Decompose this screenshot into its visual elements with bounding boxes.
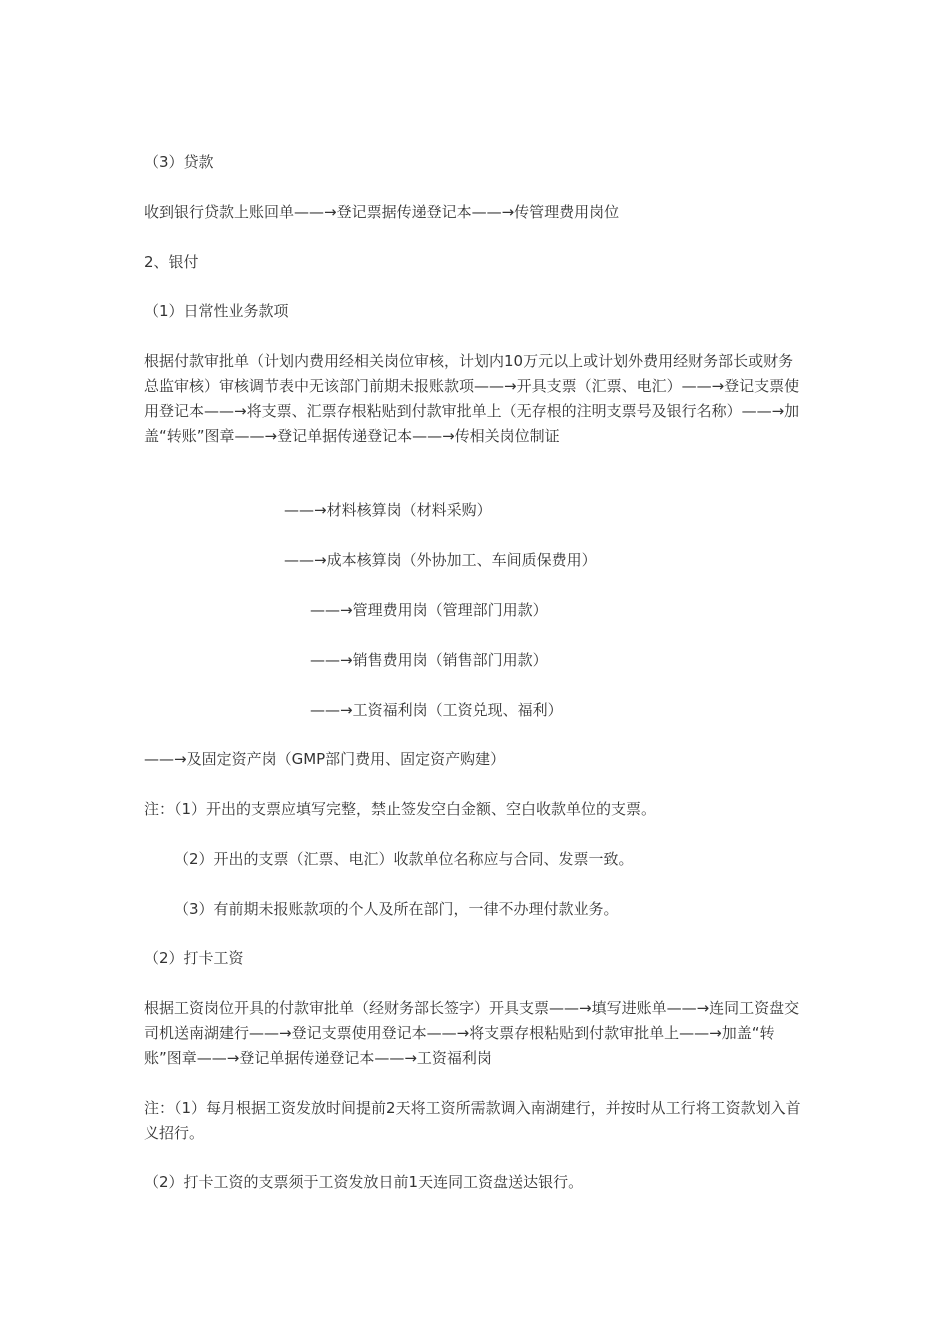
note-payroll-1: 注：（1）每月根据工资发放时间提前2天将工资所需款调入南湖建行，并按时从工行将工资款划入首义招行。 [144,1099,801,1142]
daily-flow: 根据付款审批单（计划内费用经相关岗位审核，计划内10万元以上或计划外费用经财务部长或财务总监审核）审核调节表中无该部门前期未报账款项——→开具支票（汇票、电汇）——→登记支票使用登记本——→将支票、汇票存根粘贴到付款审批单上（无存根的注明支票号及银行名称）——→加盖“转账”图章——→登记单据传递登记本——→传相关岗位制证 [144,352,800,445]
branch-management: ——→管理费用岗（管理部门用款） [310,601,548,619]
heading-daily: （1）日常性业务款项 [144,302,289,320]
branch-sales: ——→销售费用岗（销售部门用款） [310,651,548,669]
note-daily-3: （3）有前期未报账款项的个人及所在部门，一律不办理付款业务。 [174,900,619,918]
note-daily-2: （2）开出的支票（汇票、电汇）收款单位名称应与合同、发票一致。 [174,850,634,868]
loan-flow: 收到银行贷款上账回单——→登记票据传递登记本——→传管理费用岗位 [144,203,620,221]
note-payroll-2: （2）打卡工资的支票须于工资发放日前1天连同工资盘送达银行。 [144,1173,584,1191]
branch-cost: ——→成本核算岗（外协加工、车间质保费用） [284,551,597,569]
branch-material: ——→材料核算岗（材料采购） [284,501,492,519]
section-bank-pay: 2、银付 [144,253,199,271]
branch-payroll-welfare: ——→工资福利岗（工资兑现、福利） [310,701,563,719]
heading-payroll: （2）打卡工资 [144,949,244,967]
note-daily-1: 注：（1）开出的支票应填写完整，禁止签发空白金额、空白收款单位的支票。 [144,800,657,818]
heading-loan: （3）贷款 [144,153,214,171]
payroll-flow: 根据工资岗位开具的付款审批单（经财务部长签字）开具支票——→填写进账单——→连同工资盘交司机送南湖建行——→登记支票使用登记本——→将支票存根粘贴到付款审批单上——→加盖“转账”图章——→登记单据传递登记本——→工资福利岗 [144,999,800,1067]
branch-fixed-assets: ——→及固定资产岗（GMP部门费用、固定资产购建） [144,750,506,768]
